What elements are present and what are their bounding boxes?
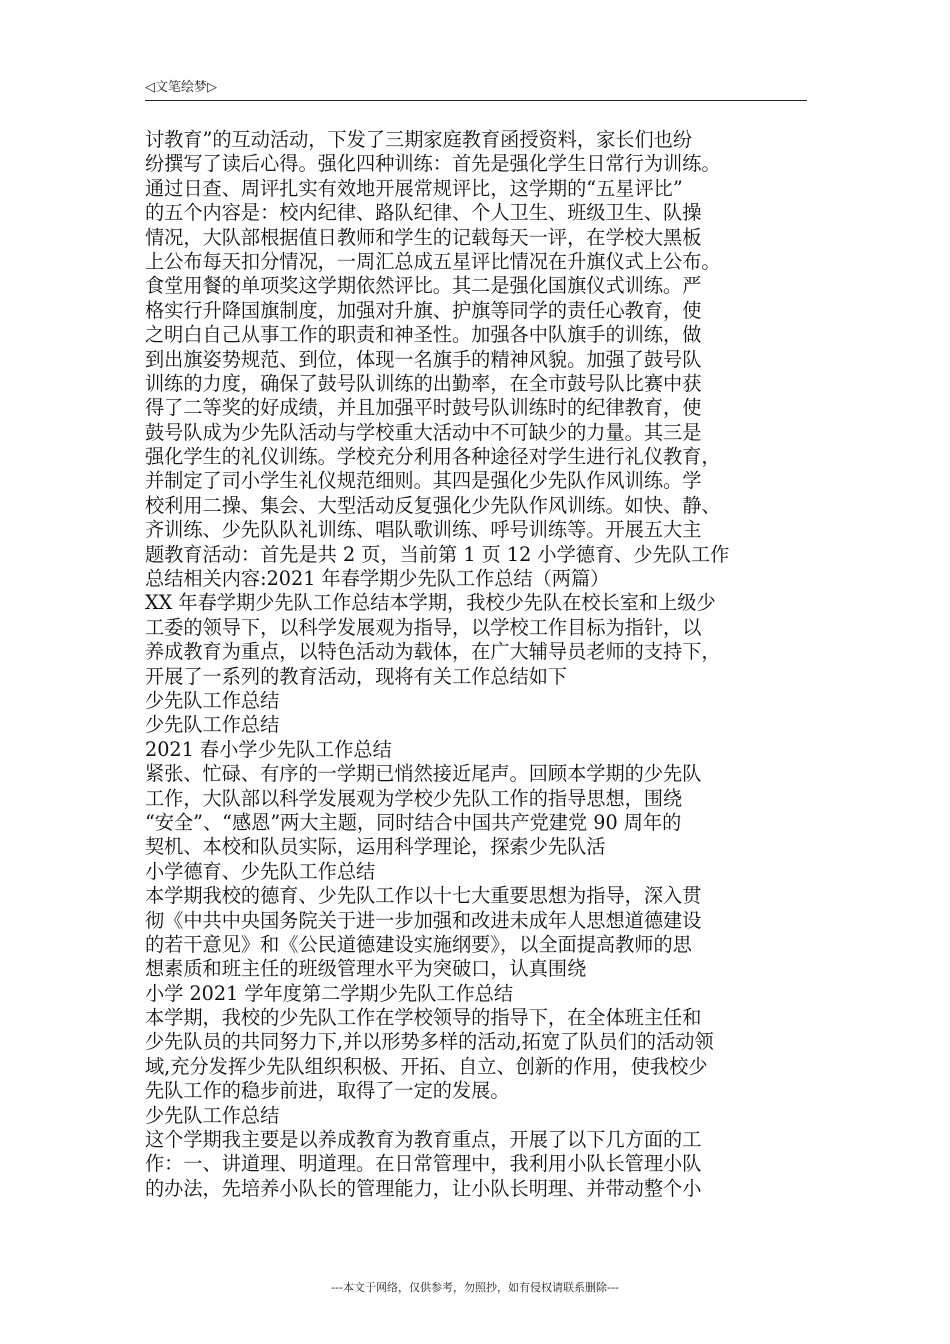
body-line: 之明白自己从事工作的职责和神圣性。加强各中队旗手的训练，做 — [145, 323, 702, 347]
body-line: 作：一、讲道理、明道理。在日常管理中，我利用小队长管理小队 — [145, 1152, 702, 1176]
body-line: 工作，大队部以科学发展观为学校少先队工作的指导思想，围绕 — [145, 786, 683, 810]
body-line: 少先队工作总结 — [145, 688, 280, 712]
body-line: “安全”、“感恩”两大主题，同时结合中国共产党建党 90 周年的 — [145, 810, 682, 834]
body-line: 本学期我校的德育、少先队工作以十七大重要思想为指导，深入贯 — [145, 884, 702, 908]
body-line: 上公布每天扣分情况，一周汇总成五星评比情况在升旗仪式上公布。 — [145, 249, 721, 273]
body-line: 到出旗姿势规范、到位，体现一名旗手的精神风貌。加强了鼓号队 — [145, 347, 702, 371]
body-line: 总结相关内容:2021 年春学期少先队工作总结（两篇） — [145, 567, 610, 591]
body-line: 鼓号队成为少先队活动与学校重大活动中不可缺少的力量。其三是 — [145, 420, 702, 444]
body-line: 讨教育”的互动活动，下发了三期家庭教育函授资料，家长们也纷 — [145, 128, 693, 151]
body-line: 契机、本校和队员实际，运用科学理论，探索少先队活 — [145, 835, 606, 859]
body-line: 格实行升降国旗制度，加强对升旗、护旗等同学的责任心教育，使 — [145, 298, 702, 322]
body-line: 食堂用餐的单项奖这学期依然评比。其二是强化国旗仪式训练。严 — [145, 274, 702, 298]
body-line: 通过日查、周评扎实有效地开展常规评比，这学期的“五星评比” — [145, 176, 683, 200]
body-line: 本学期，我校的少先队工作在学校领导的指导下，在全体班主任和 — [145, 1006, 702, 1030]
body-line: XX 年春学期少先队工作总结本学期，我校少先队在校长室和上级少 — [145, 591, 716, 615]
body-line: 并制定了司小学生礼仪规范细则。其四是强化少先队作风训练。学 — [145, 469, 702, 493]
body-line: 题教育活动：首先是共 2 页，当前第 1 页 12 小学德育、少先队工作 — [145, 542, 730, 566]
body-line: 校利用二操、集会、大型活动反复强化少先队作风训练。如快、静、 — [145, 493, 721, 517]
body-line: 小学 2021 学年度第二学期少先队工作总结 — [145, 981, 514, 1005]
body-line: 开展了一系列的教育活动，现将有关工作总结如下 — [145, 664, 568, 688]
body-line: 这个学期我主要是以养成教育为教育重点，开展了以下几方面的工 — [145, 1128, 702, 1152]
page-header — [145, 74, 807, 101]
body-line: 训练的力度，确保了鼓号队训练的出勤率，在全市鼓号队比赛中获 — [145, 371, 702, 395]
body-line: 得了二等奖的好成绩，并且加强平时鼓号队训练时的纪律教育，使 — [145, 396, 702, 420]
body-line: 想素质和班主任的班级管理水平为突破口，认真围绕 — [145, 957, 587, 981]
body-line: 的五个内容是：校内纪律、路队纪律、个人卫生、班级卫生、队操 — [145, 201, 702, 225]
body-line: 强化学生的礼仪训练。学校充分利用各种途径对学生进行礼仪教育， — [145, 445, 721, 469]
body-line: 情况，大队部根据值日教师和学生的记载每天一评，在学校大黑板 — [145, 225, 702, 249]
body-line: 少先队工作总结 — [145, 713, 280, 737]
body-line: 小学德育、少先队工作总结 — [145, 859, 376, 883]
body-line: 少先队员的共同努力下,并以形势多样的活动,拓宽了队员们的活动领 — [145, 1030, 714, 1054]
body-line: 养成教育为重点，以特色活动为载体，在广大辅导员老师的支持下， — [145, 640, 721, 664]
body-line: 紧张、忙碌、有序的一学期已悄然接近尾声。回顾本学期的少先队 — [145, 762, 702, 786]
body-line: 齐训练、少先队队礼训练、唱队歌训练、呼号训练等。开展五大主 — [145, 518, 702, 542]
body-line: 彻《中共中央国务院关于进一步加强和改进未成年人思想道德建设 — [145, 908, 702, 932]
header-title: ◁文笔绘梦▷ — [145, 80, 217, 95]
body-line: 的办法，先培养小队长的管理能力，让小队长明理、并带动整个小 — [145, 1176, 702, 1200]
body-line: 2021 春小学少先队工作总结 — [145, 737, 392, 761]
body-line: 先队工作的稳步前进，取得了一定的发展。 — [145, 1079, 510, 1103]
body-line: 少先队工作总结 — [145, 1103, 280, 1127]
body-line: 纷撰写了读后心得。强化四种训练：首先是强化学生日常行为训练。 — [145, 152, 721, 176]
page-footer: ---本文于网络，仅供参考，勿照抄，如有侵权请联系删除--- — [331, 1281, 619, 1294]
body-line: 工委的领导下，以科学发展观为指导，以学校工作目标为指针，以 — [145, 615, 702, 639]
body-line: 的若干意见》和《公民道德建设实施纲要》，以全面提高教师的思 — [145, 932, 692, 956]
document-body — [145, 128, 807, 1201]
body-line: 域,充分发挥少先队组织积极、开拓、自立、创新的作用，使我校少 — [145, 1054, 708, 1078]
